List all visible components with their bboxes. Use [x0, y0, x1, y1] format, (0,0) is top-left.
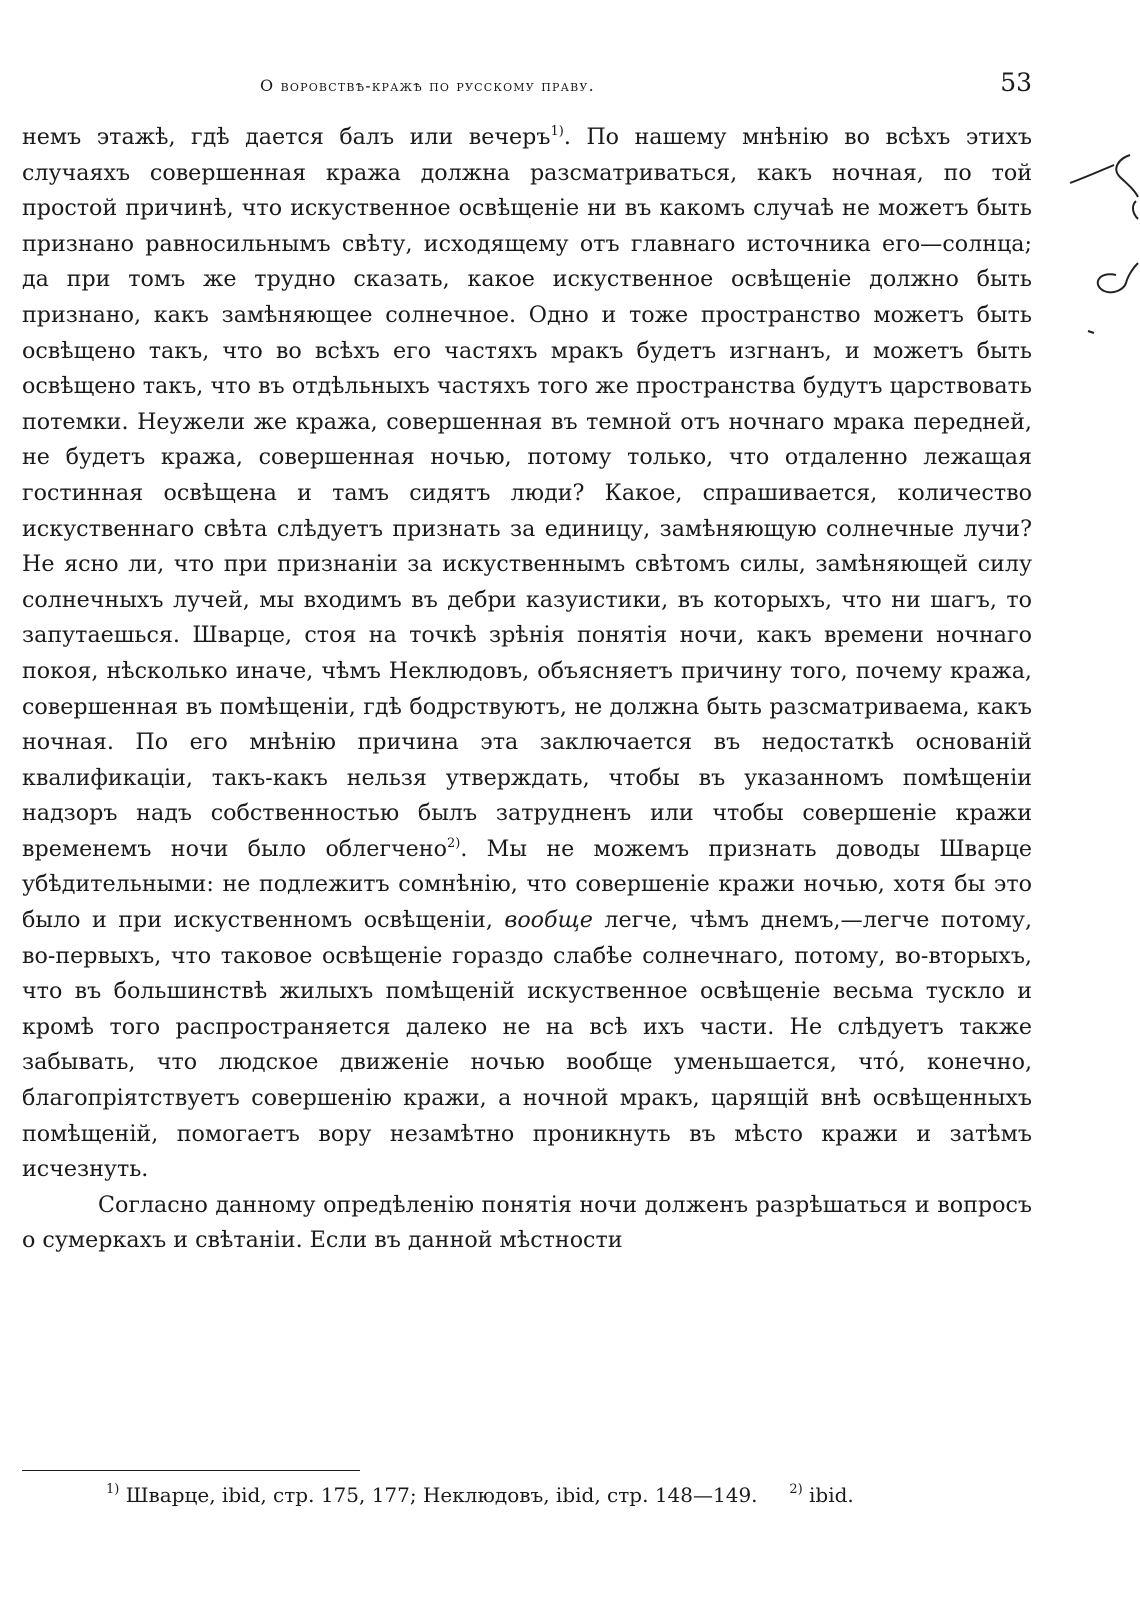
margin-handwriting-mark — [1068, 135, 1140, 345]
paragraph-1-part-2: . По нашему мнѣнію во всѣхъ этихъ случаяхъ совершенная кража должна разсматриваться, какъ ночная, по той простой причинѣ, что искуственное освѣщеніе ни въ какомъ случаѣ не можетъ быть признано равносильнымъ свѣту, исходящему отъ главнаго источника его—солнца; да при томъ же трудно сказать, какое искуственное освѣщеніе должно быть признано, какъ замѣняющее солнечное. Одно и тоже пространство можетъ быть освѣщено такъ, что во всѣхъ его частяхъ мракъ будетъ изгнанъ, и можетъ быть освѣщено такъ, что въ отдѣльныхъ частяхъ того же пространства будутъ царствовать потемки. Неужели же кража, совершенная въ темной отъ ночнаго мрака передней, не будетъ кража, совершенная ночью, потому только, что отдаленно лежащая гостинная освѣщена и тамъ сидятъ люди? Какое, спрашивается, количество искуственнаго свѣта слѣдуетъ признать за единицу, замѣняющую солнечные лучи? Не ясно ли, что при признаніи за искуственнымъ свѣтомъ силы, замѣняющей силу солнечныхъ лучей, мы входимъ въ дебри казуистики, въ которыхъ, что ни шагъ, то запутаешься. Шварце, стоя на точкѣ зрѣнія понятія ночи, какъ времени ночнаго покоя, нѣсколько иначе, чѣмъ Неклюдовъ, объясняетъ причину того, почему кража, совершенная въ помѣщеніи, гдѣ бодрствуютъ, не должна быть разсматриваема, какъ ночная. По его мнѣнію причина эта заключается въ недостаткѣ основаній квалификаціи, такъ-какъ нельзя утверждать, чтобы въ указанномъ помѣщеніи надзоръ надъ собственностью былъ затрудненъ или чтобы совершеніе кражи временемъ ночи было облегчено — [22, 124, 1032, 862]
footnote-text-1: Шварце, ibid, стр. 175, 177; Неклюдовъ, ibid, стр. 148—149. — [125, 1483, 758, 1507]
footnote-ref-1: 1) — [550, 124, 564, 139]
body-text — [22, 120, 1032, 1259]
paragraph-1-part-4: легче, чѣмъ днемъ,—легче потому, во-первыхъ, что таковое освѣщеніе гораздо слабѣе солнечнаго, потому, во-вторыхъ, что въ большинствѣ жилыхъ помѣщеній искуственное освѣщеніе весьма тускло и кромѣ того распространяется далеко не на всѣ ихъ части. Не слѣдуетъ также забывать, что людское движеніе ночью вообще уменьшается, что́, конечно, благопріятствуетъ совершенію кражи, а ночной мракъ, царящій внѣ освѣщенныхъ помѣщеній, помогаетъ вору незамѣтно проникнуть въ мѣсто кражи и затѣмъ исчезнуть. — [22, 907, 1033, 1183]
paragraph-1 — [22, 120, 1032, 1188]
footnote-mark-1: 1) — [106, 1482, 120, 1497]
page-header — [22, 68, 1032, 104]
paragraph-1-part-1: немъ этажѣ, гдѣ дается балъ или вечеръ — [22, 124, 551, 150]
footnote-ref-2: 2) — [446, 835, 461, 851]
page-number: 53 — [1000, 68, 1032, 97]
footnote-text-2: ibid. — [809, 1483, 854, 1507]
paragraph-1-part-3: . Мы не можемъ признать доводы Шварце убѣдительными: не подлежитъ сомнѣнію, что совершеніе кражи ночью, хотя бы это было и при искуственномъ освѣщеніи, — [22, 835, 1033, 934]
italic-emphasis: вообще — [504, 907, 593, 934]
footnotes — [22, 1480, 1032, 1510]
paragraph-2: Согласно данному опредѣленію понятія ночи долженъ разрѣшаться и вопросъ о сумеркахъ и свѣтаніи. Если въ данной мѣстности — [22, 1191, 1032, 1254]
running-title: О воровствѣ-кражѣ по русскому праву. — [260, 76, 595, 95]
footnote-mark-2: 2) — [789, 1482, 803, 1497]
footnote-divider — [22, 1470, 360, 1471]
